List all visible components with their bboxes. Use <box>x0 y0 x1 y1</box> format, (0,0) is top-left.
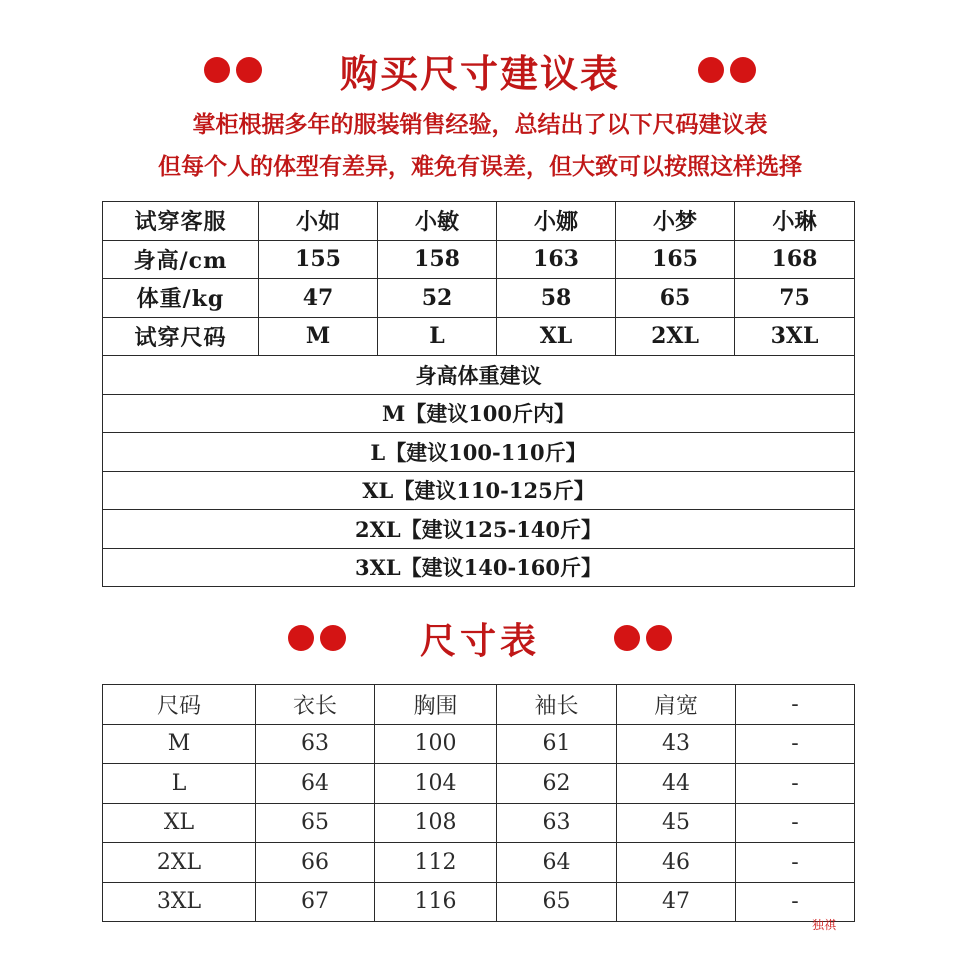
table-cell: XL <box>103 803 256 843</box>
table-cell: - <box>736 764 855 804</box>
row-label: 体重/kg <box>103 279 259 318</box>
table-cell: 43 <box>617 724 736 764</box>
table-cell: 65 <box>256 803 375 843</box>
table-row <box>103 882 855 922</box>
table-cell: 44 <box>617 764 736 804</box>
table-cell: - <box>736 843 855 883</box>
table-cell: 75 <box>735 279 855 318</box>
table-cell: 168 <box>735 240 855 279</box>
table-cell: 165 <box>616 240 735 279</box>
table-cell: 小如 <box>259 202 378 241</box>
table-row <box>103 843 855 883</box>
row-label: 试穿客服 <box>103 202 259 241</box>
table-row <box>103 803 855 843</box>
advice-item: L【建议100-110斤】 <box>103 433 855 472</box>
table-row <box>103 471 855 510</box>
table-cell: 63 <box>497 803 617 843</box>
table-cell: 小梦 <box>616 202 735 241</box>
table-cell: 108 <box>375 803 497 843</box>
advice-item: XL【建议110-125斤】 <box>103 471 855 510</box>
advice-item: 2XL【建议125-140斤】 <box>103 510 855 549</box>
table-row <box>103 548 855 587</box>
red-dot-icon <box>288 625 314 651</box>
table-cell: 116 <box>375 882 497 922</box>
table-cell: 62 <box>497 764 617 804</box>
column-header: 衣长 <box>256 685 375 725</box>
red-dot-icon <box>204 57 230 83</box>
table-row <box>103 510 855 549</box>
table-cell: - <box>736 803 855 843</box>
red-dot-icon <box>730 57 756 83</box>
table-row <box>103 240 855 279</box>
table-cell: 2XL <box>616 317 735 356</box>
table-cell: XL <box>497 317 616 356</box>
table-cell: 64 <box>497 843 617 883</box>
advice-item: 3XL【建议140-160斤】 <box>103 548 855 587</box>
table-cell: 64 <box>256 764 375 804</box>
red-dot-icon <box>320 625 346 651</box>
table-cell: 46 <box>617 843 736 883</box>
table-cell: 3XL <box>103 882 256 922</box>
table-cell: 65 <box>616 279 735 318</box>
column-header: 肩宽 <box>617 685 736 725</box>
size-advice-title-bar <box>0 44 960 96</box>
page-title: 购买尺寸建议表 <box>339 50 620 96</box>
red-dot-icon <box>236 57 262 83</box>
row-label: 试穿尺码 <box>103 317 259 356</box>
table-cell: 47 <box>259 279 378 318</box>
table-cell: 112 <box>375 843 497 883</box>
table-cell: L <box>378 317 497 356</box>
table-cell: M <box>259 317 378 356</box>
table-row <box>103 724 855 764</box>
red-dot-icon <box>614 625 640 651</box>
column-header: 胸围 <box>375 685 497 725</box>
table-cell: 小敏 <box>378 202 497 241</box>
table-cell: 100 <box>375 724 497 764</box>
table-cell: 2XL <box>103 843 256 883</box>
size-chart-title: 尺寸表 <box>419 619 540 662</box>
table-cell: 67 <box>256 882 375 922</box>
table-cell: 66 <box>256 843 375 883</box>
table-row <box>103 764 855 804</box>
table-cell: M <box>103 724 256 764</box>
table-cell: L <box>103 764 256 804</box>
red-dot-icon <box>698 57 724 83</box>
table-row <box>103 202 855 241</box>
table-cell: 158 <box>378 240 497 279</box>
table-cell: - <box>736 882 855 922</box>
table-cell: 63 <box>256 724 375 764</box>
column-header: - <box>736 685 855 725</box>
decorative-dots-left <box>288 625 346 651</box>
table-cell: 155 <box>259 240 378 279</box>
table-cell: 52 <box>378 279 497 318</box>
column-header: 袖长 <box>497 685 617 725</box>
table-cell: 47 <box>617 882 736 922</box>
decorative-dots-right <box>614 625 672 651</box>
size-table <box>102 684 855 922</box>
table-cell: 3XL <box>735 317 855 356</box>
size-chart-title-bar <box>0 612 960 664</box>
table-cell: 小娜 <box>497 202 616 241</box>
column-header: 尺码 <box>103 685 256 725</box>
table-cell: 163 <box>497 240 616 279</box>
table-row <box>103 356 855 395</box>
table-cell: 45 <box>617 803 736 843</box>
table-cell: 104 <box>375 764 497 804</box>
table-row <box>103 433 855 472</box>
intro-line-1: 掌柜根据多年的服装销售经验，总结出了以下尺码建议表 <box>192 111 768 138</box>
table-cell: 小琳 <box>735 202 855 241</box>
row-label: 身高/cm <box>103 240 259 279</box>
table-header-row <box>103 685 855 725</box>
advice-item: M【建议100斤内】 <box>103 394 855 433</box>
table-row <box>103 394 855 433</box>
decorative-dots-left <box>204 57 262 83</box>
table-row <box>103 279 855 318</box>
table-cell: 65 <box>497 882 617 922</box>
red-dot-icon <box>646 625 672 651</box>
intro-line-2: 但每个人的体型有差异，难免有误差，但大致可以按照这样选择 <box>158 153 802 180</box>
decorative-dots-right <box>698 57 756 83</box>
table-row <box>103 317 855 356</box>
table-cell: 61 <box>497 724 617 764</box>
advice-heading: 身高体重建议 <box>103 356 855 395</box>
fitting-table <box>102 201 855 587</box>
watermark-text: 独祺 <box>812 918 837 932</box>
table-cell: 58 <box>497 279 616 318</box>
table-cell: - <box>736 724 855 764</box>
